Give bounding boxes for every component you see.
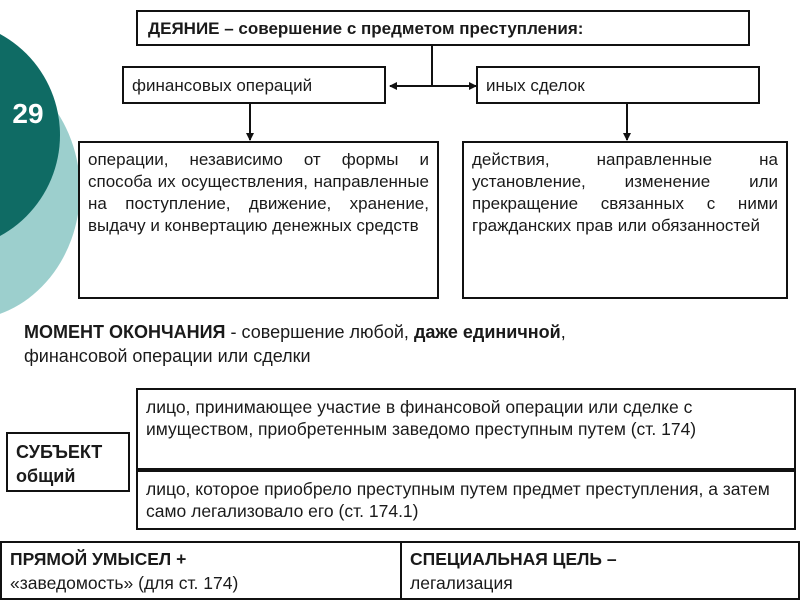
completion-moment [24, 320, 764, 368]
special-purpose-text: легализация [410, 573, 513, 593]
header-box [136, 10, 750, 46]
subject-item-174 [136, 388, 796, 470]
direct-intent-text: «заведомость» (для ст. 174) [10, 573, 239, 593]
special-purpose-box [400, 541, 800, 600]
special-purpose-title: СПЕЦИАЛЬНАЯ ЦЕЛЬ – [410, 549, 617, 569]
completion-moment-emphasis: даже единичной [413, 322, 561, 342]
branch-other-deals [476, 66, 760, 104]
left-desc-text: операции, независимо от формы и способа их осуществления, направленные на поступление, движение, хранение, выдачу и конвертацию денежных средств [88, 150, 429, 235]
direct-intent-title: ПРЯМОЙ УМЫСЕЛ + [10, 549, 187, 569]
subject-label: СУБЪЕКТ [16, 442, 103, 462]
slide-number: 29 [12, 98, 44, 129]
completion-moment-text-1: - совершение любой, [225, 322, 414, 342]
subject-item-174-1 [136, 470, 796, 530]
subject-item-1-text: лицо, принимающее участие в финансовой операции или сделке с имуществом, приобретенным заведомо преступным путем (ст. 174) [146, 397, 697, 439]
right-desc-text: действия, направленные на установление, изменение или прекращение связанных с ними гражданских прав или обязанностей [472, 150, 778, 235]
completion-moment-text-2: , [560, 322, 566, 342]
branch-left-label: финансовых операций [132, 76, 313, 95]
completion-moment-label: МОМЕНТ ОКОНЧАНИЯ [24, 322, 226, 342]
subject-box [6, 432, 130, 492]
direct-intent-box [0, 541, 402, 600]
branch-financial-operations [122, 66, 386, 104]
other-deals-definition [462, 141, 788, 299]
subject-item-2-text: лицо, которое приобрело преступным путем предмет преступления, а затем само легализовало его (ст. 174.1) [146, 479, 770, 521]
subject-type: общий [16, 466, 76, 486]
completion-moment-line-2: финансовой операции или сделки [24, 346, 311, 366]
financial-operations-definition [78, 141, 439, 299]
header-text: ДЕЯНИЕ – совершение с предметом преступления: [148, 19, 584, 38]
branch-right-label: иных сделок [486, 76, 585, 95]
